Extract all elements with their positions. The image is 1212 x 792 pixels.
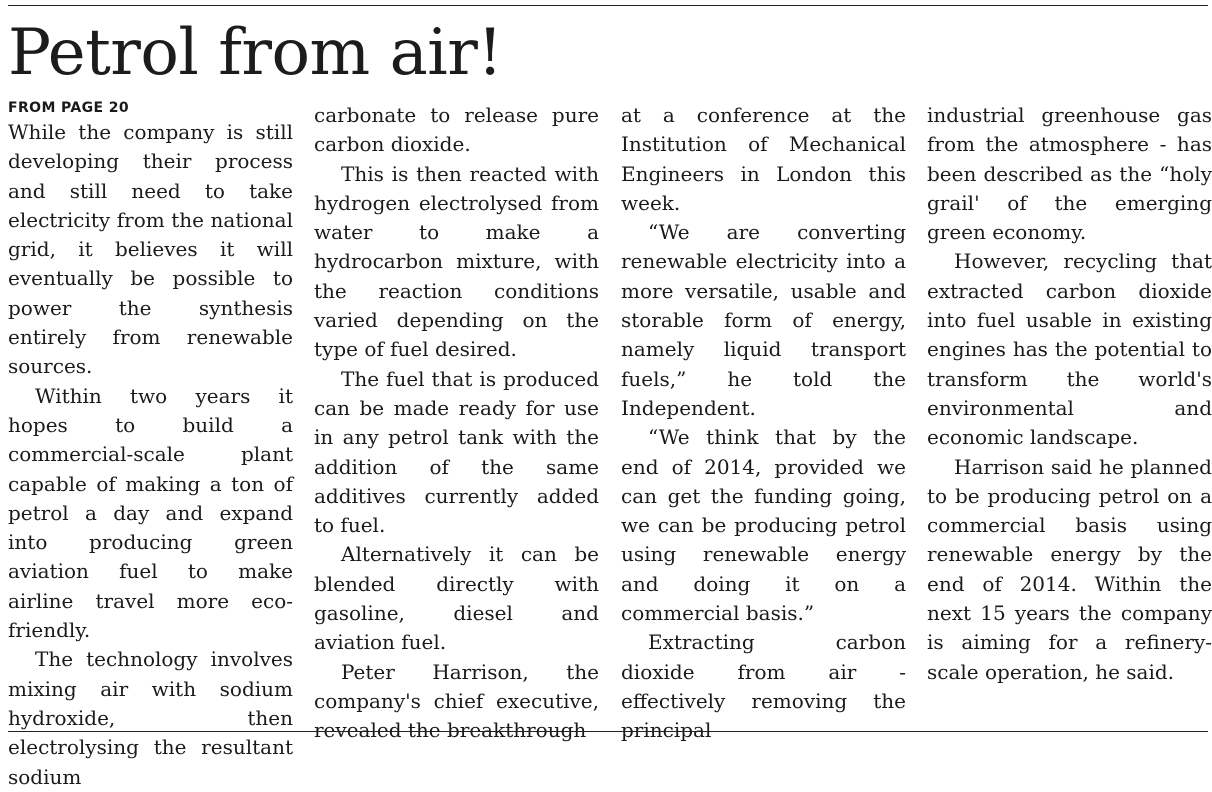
- paragraph: The technology involves mixing air with sodium hydroxide, then electrolysing the resultant sodium: [8, 647, 293, 789]
- paragraph: This is then reacted with hydrogen electrolysed from water to make a hydrocarbon mixture, with the reaction conditions varied depending on the type of fuel desired.: [314, 161, 599, 362]
- article-column-3: [621, 101, 906, 746]
- paragraph: Within two years it hopes to build a commercial-scale plant capable of making a ton of petrol a day and expand into producing green aviation fuel to make airline travel more eco-friendly.: [8, 383, 293, 643]
- paragraph: “We think that by the end of 2014, provided we can get the funding going, we can be producing petrol using renewable energy and doing it on a commercial basis.”: [621, 425, 906, 626]
- article-column-2: [314, 101, 599, 746]
- kicker: FROM PAGE 20: [8, 100, 130, 116]
- top-rule: [8, 5, 1208, 6]
- paragraph: Peter Harrison, the company's chief executive, revealed the breakthrough: [314, 659, 599, 743]
- bottom-rule: [8, 731, 1208, 732]
- paragraph: However, recycling that extracted carbon dioxide into fuel usable in existing engines has the potential to transform the world's environmental and economic landscape.: [927, 249, 1212, 450]
- paragraph: “We are converting renewable electricity into a more versatile, usable and storable form of energy, namely liquid transport fuels,” he told the Independent.: [621, 220, 906, 420]
- article-column-4: [927, 101, 1212, 687]
- paragraph: industrial greenhouse gas from the atmosphere - has been described as the “holy grail' of the emerging green economy.: [927, 103, 1212, 245]
- paragraph: The fuel that is produced can be made ready for use in any petrol tank with the addition of the same additives currently added to fuel.: [314, 366, 599, 538]
- paragraph: Extracting carbon dioxide from air - effectively removing the principal: [621, 630, 906, 743]
- paragraph: While the company is still developing their process and still need to take electricity from the national grid, it believes it will eventually be possible to power the synthesis entirely from renewable sources.: [8, 120, 293, 379]
- paragraph: carbonate to release pure carbon dioxide.: [314, 103, 599, 157]
- headline: Petrol from air!: [8, 16, 503, 90]
- article-column-1: [8, 98, 293, 792]
- paragraph: at a conference at the Institution of Mechanical Engineers in London this week.: [621, 103, 906, 215]
- paragraph: Alternatively it can be blended directly with gasoline, diesel and aviation fuel.: [314, 542, 599, 655]
- paragraph: Harrison said he planned to be producing petrol on a commercial basis using renewable energy by the end of 2014. Within the next 15 years the company is aiming for a refinery-scale operation, he said.: [927, 454, 1212, 684]
